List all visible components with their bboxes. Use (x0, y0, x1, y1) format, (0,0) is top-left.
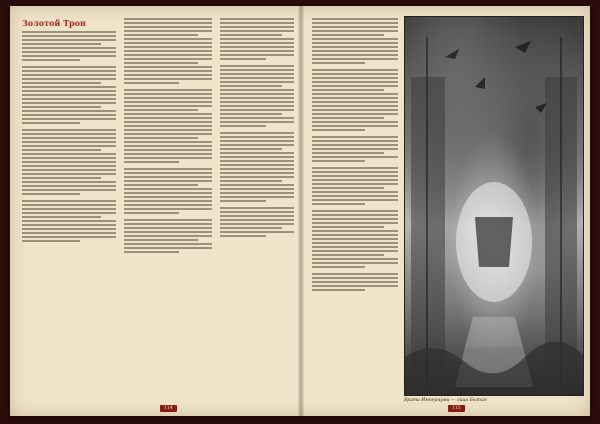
right-page-column (312, 18, 398, 396)
left-page-column-3 (220, 18, 294, 396)
page-number-right: 115 (448, 405, 465, 412)
text-block (312, 18, 398, 64)
text-block (124, 18, 212, 84)
text-block (124, 89, 212, 163)
text-block (22, 200, 116, 242)
book-spread (10, 6, 590, 416)
page-number-left: 114 (160, 405, 177, 412)
illustration (404, 16, 584, 396)
text-block (220, 65, 294, 127)
left-page-column-1 (22, 18, 116, 396)
text-block (312, 210, 398, 268)
text-block (220, 18, 294, 60)
text-block (220, 132, 294, 202)
text-block (312, 69, 398, 131)
text-block (220, 207, 294, 237)
text-block (22, 31, 116, 61)
illustration-caption: Врата Империума — лицо Бытия (404, 398, 487, 403)
illustration-detail (405, 17, 583, 395)
text-block (124, 168, 212, 214)
left-page-column-2 (124, 18, 212, 396)
text-block (312, 273, 398, 291)
text-block (312, 136, 398, 162)
text-block (22, 66, 116, 124)
text-block (124, 219, 212, 253)
text-block (312, 167, 398, 205)
gutter (298, 6, 304, 416)
chapter-title: Золотой Трон (22, 18, 86, 28)
text-block (22, 129, 116, 195)
